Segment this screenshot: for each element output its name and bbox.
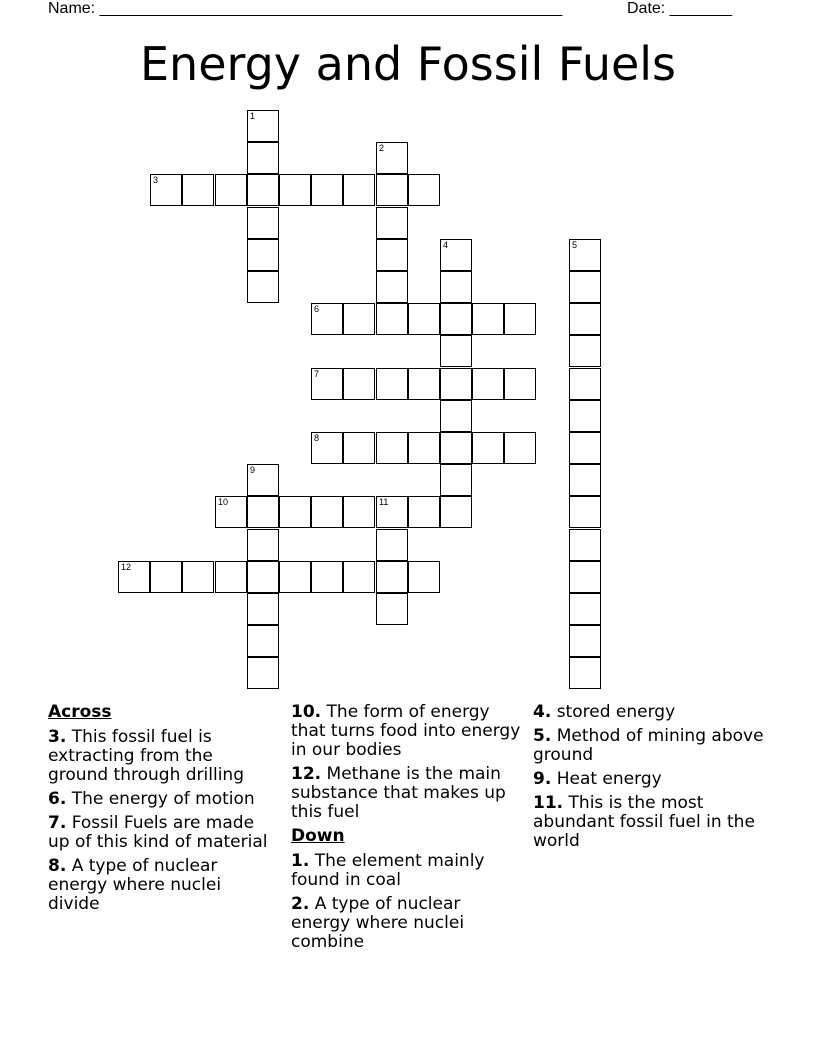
grid-cell[interactable] (569, 303, 601, 335)
grid-cell[interactable] (569, 239, 601, 271)
grid-cell[interactable] (343, 174, 375, 206)
grid-cell[interactable] (569, 464, 601, 496)
grid-cell[interactable] (343, 303, 375, 335)
grid-cell[interactable] (247, 561, 279, 593)
grid-cell[interactable] (376, 561, 408, 593)
grid-cell[interactable] (247, 593, 279, 625)
grid-cell[interactable] (472, 303, 504, 335)
clue-down-5: 5. Method of mining above ground (533, 726, 764, 765)
grid-cell[interactable] (569, 335, 601, 367)
grid-cell[interactable] (311, 174, 343, 206)
grid-cell[interactable] (247, 464, 279, 496)
grid-cell[interactable] (247, 625, 279, 657)
clue-down-4: 4. stored energy (533, 702, 676, 722)
grid-cell[interactable] (247, 271, 279, 303)
grid-cell[interactable] (440, 400, 472, 432)
grid-cell[interactable] (440, 432, 472, 464)
grid-cell[interactable] (376, 271, 408, 303)
clue-number: 1 (250, 111, 256, 121)
grid-cell[interactable] (343, 432, 375, 464)
grid-cell[interactable] (440, 271, 472, 303)
grid-cell[interactable] (376, 593, 408, 625)
grid-cell[interactable] (215, 561, 247, 593)
clue-across-6: 6. The energy of motion (48, 789, 255, 809)
grid-cell[interactable] (569, 593, 601, 625)
grid-cell[interactable] (440, 239, 472, 271)
clue-number: 5 (572, 240, 578, 250)
grid-cell[interactable] (182, 174, 214, 206)
grid-cell[interactable] (376, 368, 408, 400)
date-field-line[interactable]: Date: _______ (627, 0, 732, 17)
grid-cell[interactable] (504, 368, 536, 400)
clue-across-3: 3. This fossil fuel is extracting from the ground through drilling (48, 727, 244, 785)
clue-across-8: 8. A type of nuclear energy where nuclei divide (48, 856, 222, 914)
clue-number: 6 (314, 304, 320, 314)
grid-cell[interactable] (343, 496, 375, 528)
grid-cell[interactable] (569, 657, 601, 689)
grid-cell[interactable] (376, 174, 408, 206)
grid-cell[interactable] (182, 561, 214, 593)
grid-cell[interactable] (247, 496, 279, 528)
grid-cell[interactable] (150, 174, 182, 206)
grid-cell[interactable] (504, 432, 536, 464)
grid-cell[interactable] (408, 496, 440, 528)
grid-cell[interactable] (279, 561, 311, 593)
clue-number: 12 (121, 562, 132, 572)
grid-cell[interactable] (440, 464, 472, 496)
grid-cell[interactable] (408, 432, 440, 464)
grid-cell[interactable] (408, 174, 440, 206)
across-heading: Across (48, 702, 112, 722)
clue-column-2 (291, 703, 521, 957)
grid-cell[interactable] (472, 368, 504, 400)
grid-cell[interactable] (440, 368, 472, 400)
clue-down-9: 9. Heat energy (533, 769, 662, 789)
grid-cell[interactable] (247, 657, 279, 689)
clue-number: 7 (314, 369, 320, 379)
grid-cell[interactable] (408, 561, 440, 593)
puzzle-title: Energy and Fossil Fuels (139, 37, 677, 91)
grid-cell[interactable] (376, 496, 408, 528)
grid-cell[interactable] (408, 303, 440, 335)
grid-cell[interactable] (504, 303, 536, 335)
grid-cell[interactable] (569, 625, 601, 657)
name-field-line[interactable]: Name: ____________________________________________________ (48, 0, 563, 17)
grid-cell[interactable] (247, 110, 279, 142)
grid-cell[interactable] (343, 368, 375, 400)
clue-number: 3 (153, 175, 159, 185)
grid-cell[interactable] (247, 174, 279, 206)
clue-number: 8 (314, 433, 320, 443)
grid-cell[interactable] (279, 496, 311, 528)
grid-cell[interactable] (569, 529, 601, 561)
grid-cell[interactable] (247, 142, 279, 174)
grid-cell[interactable] (569, 432, 601, 464)
grid-cell[interactable] (150, 561, 182, 593)
grid-cell[interactable] (311, 561, 343, 593)
clue-across-7: 7. Fossil Fuels are made up of this kind of material (48, 813, 268, 852)
grid-cell[interactable] (569, 561, 601, 593)
grid-cell[interactable] (440, 335, 472, 367)
grid-cell[interactable] (376, 529, 408, 561)
clue-number: 4 (443, 240, 449, 250)
grid-cell[interactable] (311, 432, 343, 464)
clue-down-1: 1. The element mainly found in coal (291, 851, 485, 890)
grid-cell[interactable] (311, 368, 343, 400)
grid-cell[interactable] (569, 271, 601, 303)
clue-number: 2 (379, 143, 385, 153)
clue-column-3 (533, 703, 773, 856)
grid-cell[interactable] (376, 142, 408, 174)
clue-down-11: 11. This is the most abundant fossil fuel in the world (533, 793, 755, 851)
grid-cell[interactable] (440, 303, 472, 335)
clue-column-1 (48, 703, 273, 919)
grid-cell[interactable] (376, 432, 408, 464)
grid-cell[interactable] (215, 496, 247, 528)
grid-cell[interactable] (569, 368, 601, 400)
grid-cell[interactable] (408, 368, 440, 400)
grid-cell[interactable] (376, 207, 408, 239)
grid-cell[interactable] (215, 174, 247, 206)
clue-across-10: 10. The form of energy that turns food into energy in our bodies (291, 702, 521, 760)
grid-cell[interactable] (376, 303, 408, 335)
down-heading: Down (291, 826, 345, 846)
grid-cell[interactable] (247, 207, 279, 239)
grid-cell[interactable] (569, 496, 601, 528)
clue-number: 11 (379, 497, 389, 507)
grid-cell[interactable] (569, 400, 601, 432)
grid-cell[interactable] (279, 174, 311, 206)
grid-cell[interactable] (343, 561, 375, 593)
grid-cell[interactable] (472, 432, 504, 464)
clue-number: 9 (250, 465, 256, 475)
grid-cell[interactable] (247, 529, 279, 561)
clue-number: 10 (218, 497, 229, 507)
clue-down-2: 2. A type of nuclear energy where nuclei combine (291, 894, 465, 952)
grid-cell[interactable] (311, 303, 343, 335)
grid-cell[interactable] (376, 239, 408, 271)
grid-cell[interactable] (311, 496, 343, 528)
grid-cell[interactable] (247, 239, 279, 271)
clue-across-12: 12. Methane is the main substance that makes up this fuel (291, 764, 506, 822)
grid-cell[interactable] (118, 561, 150, 593)
grid-cell[interactable] (440, 496, 472, 528)
